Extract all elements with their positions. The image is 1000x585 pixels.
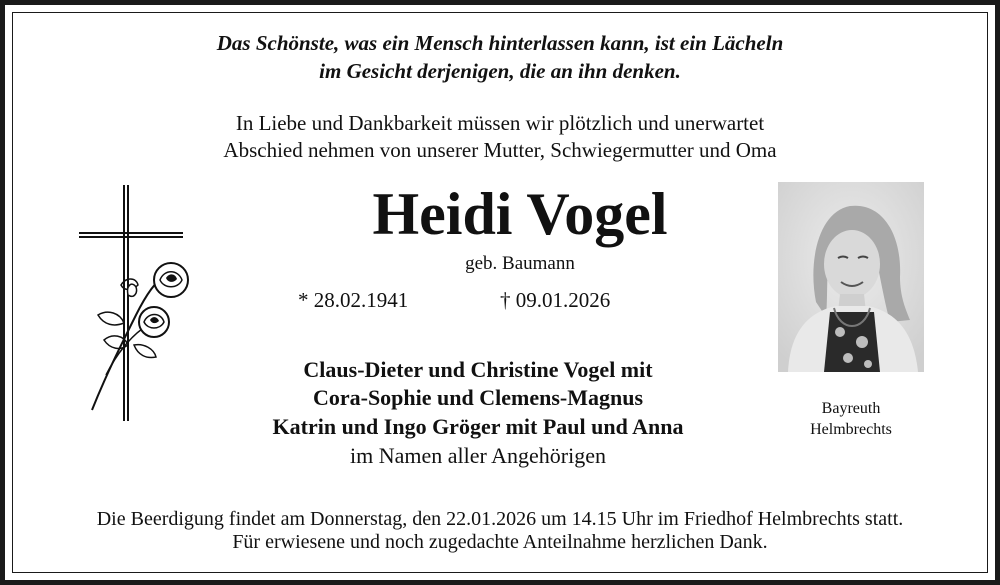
place-1: Bayreuth <box>821 400 881 417</box>
intro-line-1: In Liebe und Dankbarkeit müssen wir plötzlich und unerwartet <box>235 111 765 135</box>
mourners-line-3: Katrin und Ingo Gröger mit Paul und Anna <box>272 414 684 439</box>
death-date: † 09.01.2026 <box>500 288 611 312</box>
birth-date: * 28.02.1941 <box>298 288 409 312</box>
place-names <box>778 398 924 440</box>
motto-line-2: im Gesicht derjenigen, die an ihn denken. <box>319 59 681 83</box>
mourners-line-1: Claus-Dieter und Christine Vogel mit <box>303 357 653 382</box>
birth-name: geb. Baumann <box>465 253 575 274</box>
deceased-name: Heidi Vogel <box>372 181 668 247</box>
intro-line-2: Abschied nehmen von unserer Mutter, Schwiegermutter und Oma <box>223 138 777 162</box>
mourners-line-2: Cora-Sophie und Clemens-Magnus <box>312 385 644 410</box>
motto-line-1: Das Schönste, was ein Mensch hinterlassen kann, ist ein Lächeln <box>216 31 784 55</box>
portrait-photo <box>778 182 924 372</box>
funeral-info-line-1: Die Beerdigung findet am Donnerstag, den 22.01.2026 um 14.15 Uhr im Friedhof Helmbrechts statt. <box>96 508 904 530</box>
funeral-info-line-2: Für erwiesene und noch zugedachte Anteilnahme herzlichen Dank. <box>232 531 768 553</box>
mourners-line-4: im Namen aller Angehörigen <box>350 443 606 468</box>
place-2: Helmbrechts <box>810 421 892 438</box>
